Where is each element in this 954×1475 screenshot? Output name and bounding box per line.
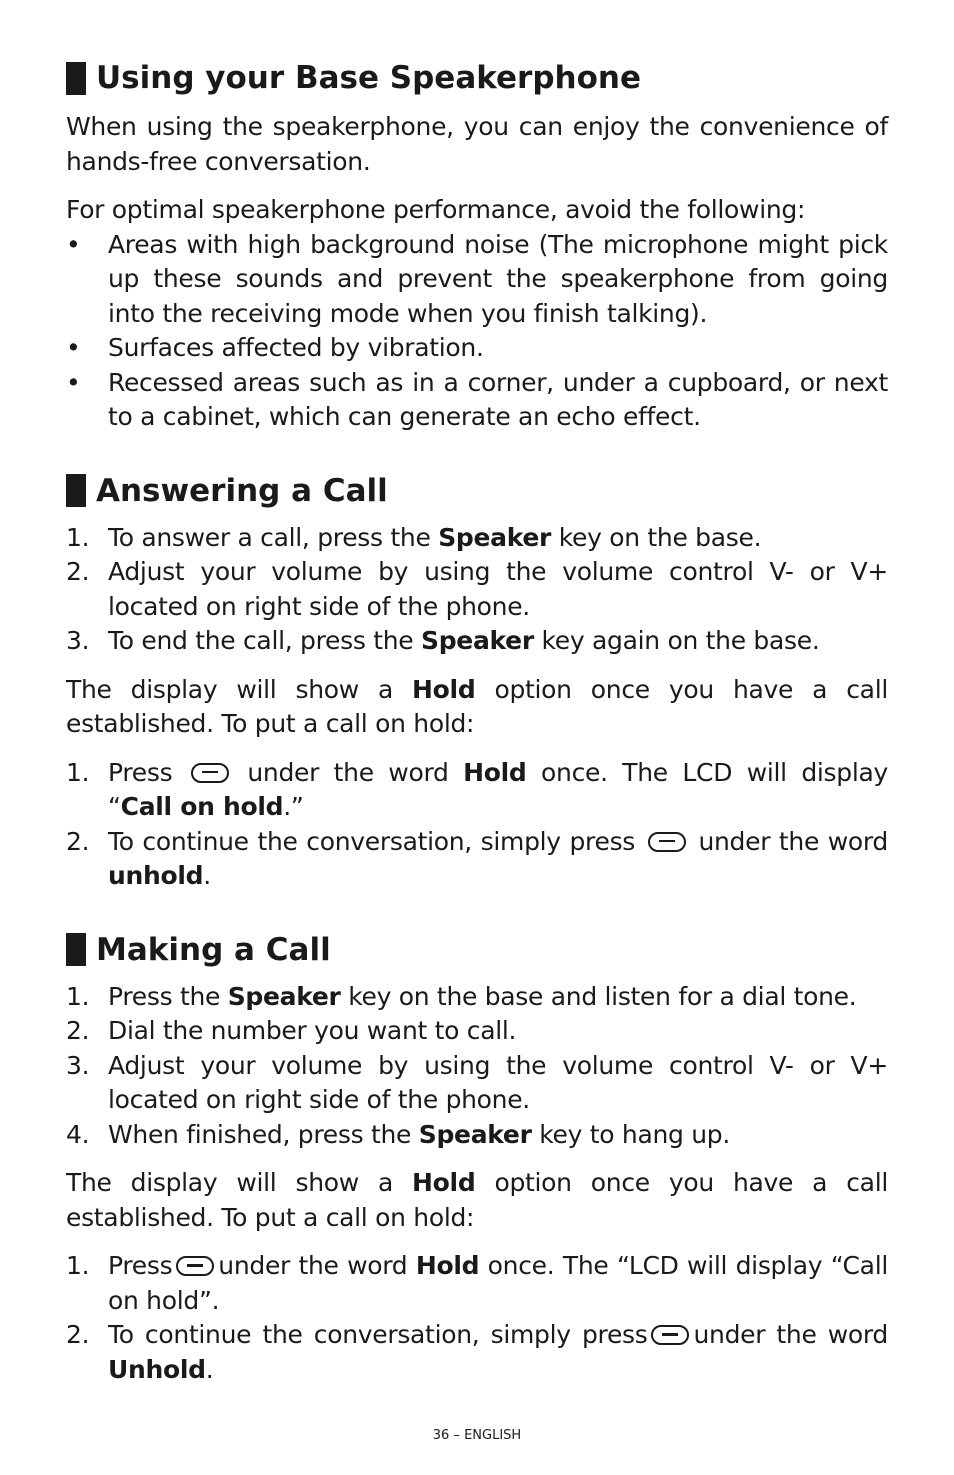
- step-number: 4.: [66, 1119, 90, 1149]
- list-item: [66, 521, 888, 556]
- list-item: [66, 825, 888, 894]
- list-item: [66, 756, 888, 825]
- step-text: Adjust your volume by using the volume control V- or V+ located on right side of the phone.: [108, 1050, 888, 1114]
- manual-page: [66, 56, 888, 1387]
- hold-paragraph: The display will show a Hold option once you have a call established. To put a call on hold:: [66, 1168, 888, 1232]
- section-title: Making a Call: [96, 931, 331, 968]
- step-number: 1.: [66, 981, 90, 1011]
- bullet-text: Surfaces affected by vibration.: [108, 333, 484, 362]
- step-text: Dial the number you want to call.: [108, 1016, 517, 1045]
- step-text: To continue the conversation, simply press under the word Unhold.: [108, 1320, 888, 1384]
- soft-key-icon: [651, 1325, 689, 1345]
- hold-paragraph: The display will show a Hold option once you have a call established. To put a call on hold:: [66, 674, 888, 738]
- step-text: Press under the word Hold once. The “LCD will display “Call on hold”.: [108, 1251, 888, 1315]
- section-title: Using your Base Speakerphone: [96, 60, 641, 96]
- heading-bar-icon: [66, 474, 86, 507]
- list-item: [66, 555, 888, 624]
- list-item: [66, 1049, 888, 1118]
- step-number: 2.: [66, 1320, 90, 1349]
- list-item: [66, 1249, 888, 1318]
- soft-key-icon: [648, 832, 686, 852]
- heading-bar-icon: [66, 62, 86, 95]
- step-text: To continue the conversation, simply press under the word unhold.: [108, 826, 888, 890]
- intro-paragraph: When using the speakerphone, you can enjoy the convenience of hands-free conversation.: [66, 112, 888, 176]
- list-item: [66, 980, 888, 1015]
- section-title: Answering a Call: [96, 472, 388, 509]
- making-steps: [66, 980, 888, 1153]
- list-item: [66, 1318, 888, 1387]
- section-heading-speakerphone: [66, 56, 888, 100]
- step-number: 2.: [66, 557, 90, 586]
- step-number: 1.: [66, 522, 90, 552]
- section-heading-making: [66, 928, 888, 972]
- step-number: 3.: [66, 1050, 90, 1080]
- list-item: [66, 331, 888, 366]
- bullet-marker: •: [66, 367, 81, 397]
- step-text: Adjust your volume by using the volume control V- or V+ located on right side of the phone.: [108, 557, 888, 621]
- list-item: [66, 228, 888, 332]
- soft-key-icon: [176, 1256, 214, 1276]
- list-item: [66, 1014, 888, 1049]
- list-item: [66, 1118, 888, 1153]
- soft-key-icon: [191, 763, 229, 783]
- section-heading-answering: [66, 469, 888, 513]
- step-text: To end the call, press the Speaker key again on the base.: [108, 626, 820, 655]
- bullet-marker: •: [66, 333, 81, 362]
- hold-steps: [66, 1249, 888, 1387]
- avoid-list: [66, 228, 888, 435]
- step-text: Press under the word Hold once. The LCD will display “Call on hold.”: [108, 757, 888, 821]
- step-text: Press the Speaker key on the base and listen for a dial tone.: [108, 981, 857, 1011]
- page-footer: 36 – ENGLISH: [432, 1428, 522, 1443]
- hold-steps: [66, 756, 888, 894]
- step-text: To answer a call, press the Speaker key on the base.: [108, 522, 762, 552]
- list-item: [66, 366, 888, 435]
- bullet-text: Recessed areas such as in a corner, under a cupboard, or next to a cabinet, which can generate an echo effect.: [108, 367, 888, 431]
- step-text: When finished, press the Speaker key to hang up.: [108, 1119, 731, 1149]
- answer-steps: [66, 521, 888, 659]
- step-number: 1.: [66, 757, 90, 787]
- list-item: [66, 624, 888, 659]
- step-number: 2.: [66, 1016, 90, 1045]
- heading-bar-icon: [66, 933, 86, 966]
- step-number: 2.: [66, 826, 90, 856]
- bullet-text: Areas with high background noise (The microphone might pick up these sounds and prevent the speakerphone from going into the receiving mode when you finish talking).: [108, 229, 888, 328]
- step-number: 3.: [66, 626, 90, 655]
- bullet-marker: •: [66, 229, 81, 259]
- step-number: 1.: [66, 1251, 90, 1280]
- avoid-intro: For optimal speakerphone performance, avoid the following:: [66, 195, 806, 224]
